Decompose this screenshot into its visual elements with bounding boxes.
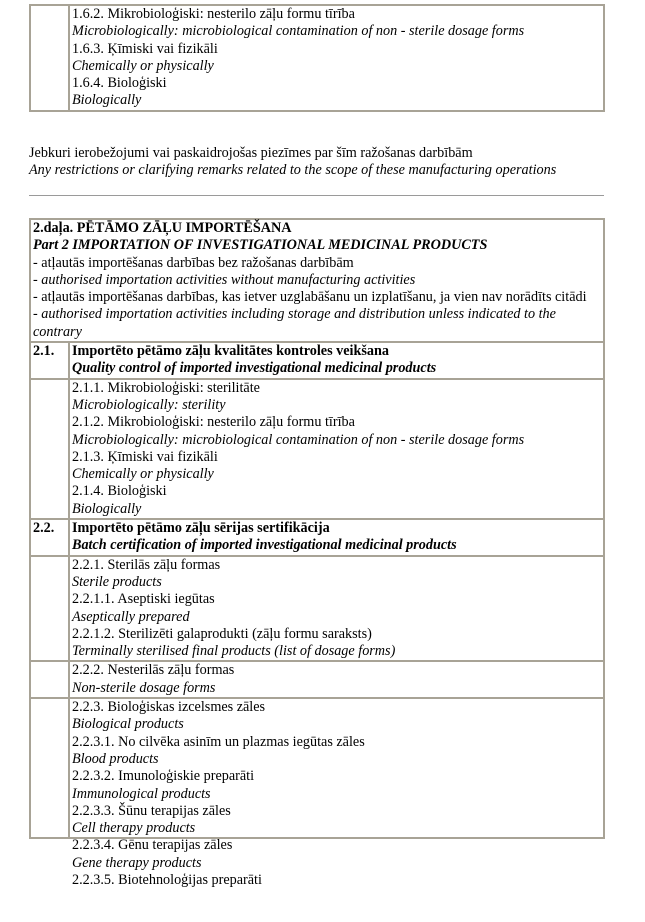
item-text-lv: 2.2.3. Bioloģiskas izcelsmes zāles [72, 699, 266, 716]
item-text-lv: 1.6.3. Ķīmiski vai fizikāli [72, 40, 218, 57]
item-text-en: Blood products [72, 750, 159, 767]
item-text-lv: 2.2.3.4. Gēnu terapijas zāles [72, 837, 233, 854]
section-title-en: Quality control of imported investigational medicinal products [72, 360, 437, 377]
item-text-en: Biological products [72, 716, 184, 733]
item-text-lv: 2.2.3.5. Biotehnoloģijas preparāti [72, 871, 262, 888]
item-text-en: Gene therapy products [72, 854, 202, 871]
section-title-cell [69, 519, 604, 556]
item-text-lv: - atļautās importēšanas darbības, kas ietver uzglabāšanu un izplatīšanu, ja vien nav norādīts citādi [33, 289, 587, 306]
item-text-lv: 2.2.2. Nesterilās zāļu formas [72, 662, 235, 679]
item-list [72, 699, 601, 888]
item-list-cell [69, 5, 604, 111]
item-text-en: Sterile products [72, 573, 162, 590]
part2-notes [33, 255, 601, 341]
item-text-lv: 2.1.3. Ķīmiski vai fizikāli [72, 448, 218, 465]
manufacturing-qc-table-continued [29, 4, 605, 112]
empty-number-cell [30, 556, 69, 662]
item-text-en: Microbiologically: microbiological contamination of non - sterile dosage forms [72, 23, 525, 40]
item-text-lv: 2.2.3.3. Šūnu terapijas zāles [72, 802, 231, 819]
item-text-en: Chemically or physically [72, 466, 214, 483]
item-text-en: Chemically or physically [72, 57, 214, 74]
item-text-en: Biologically [72, 92, 142, 109]
part2-header-cell [30, 219, 604, 342]
section-title-cell [69, 342, 604, 379]
section-header-row [30, 519, 604, 556]
item-text-lv: 1.6.4. Bioloģiski [72, 75, 167, 92]
item-text-lv: 2.2.1.1. Aseptiski iegūtas [72, 591, 215, 608]
item-text-lv: 2.2.3.1. No cilvēka asinīm un plazmas iegūtas zāles [72, 733, 365, 750]
item-text-lv: 2.2.1.2. Sterilizēti galaprodukti (zāļu formu saraksts) [72, 625, 372, 642]
item-text-en: - authorised importation activities without manufacturing activities [33, 271, 416, 288]
section-number: 2.1. [30, 342, 69, 379]
item-text-en: Aseptically prepared [72, 608, 190, 625]
item-list-cell [69, 379, 604, 519]
item-list-cell [69, 661, 604, 698]
item-text-lv: 1.6.2. Mikrobioloģiski: nesterilo zāļu formu tīrība [72, 6, 355, 22]
item-text-en: Biologically [72, 500, 142, 517]
item-text-lv: - atļautās importēšanas darbības bez ražošanas darbībām [33, 254, 354, 271]
item-list-cell [69, 556, 604, 662]
item-text-en: Immunological products [72, 785, 211, 802]
empty-number-cell [30, 379, 69, 519]
table-row [30, 379, 604, 519]
remarks-en: Any restrictions or clarifying remarks related to the scope of these manufacturing operations [29, 162, 557, 179]
divider [29, 195, 604, 196]
part2-title-en: Part 2 IMPORTATION OF INVESTIGATIONAL MEDICINAL PRODUCTS [33, 237, 488, 254]
table-row [30, 661, 604, 698]
section-number: 2.2. [30, 519, 69, 556]
item-text-en: Terminally sterilised final products (list of dosage forms) [72, 643, 396, 660]
item-list-cell [69, 698, 604, 888]
section-title-lv: Importēto pētāmo zāļu kvalitātes kontroles veikšana [72, 343, 389, 360]
item-text-lv: 2.1.4. Bioloģiski [72, 483, 167, 500]
remarks-section [29, 145, 629, 180]
item-text-en: Cell therapy products [72, 820, 196, 837]
item-text-en: - authorised importation activities including storage and distribution unless indicated to the contrary [33, 306, 556, 340]
empty-number-cell [30, 5, 69, 111]
item-text-lv: 2.1.2. Mikrobioloģiski: nesterilo zāļu formu tīrība [72, 414, 355, 431]
section-title-en: Batch certification of imported investigational medicinal products [72, 537, 457, 554]
table-row [30, 5, 604, 111]
empty-number-cell [30, 661, 69, 698]
item-text-en: Microbiologically: sterility [72, 396, 226, 413]
table-row [30, 556, 604, 662]
part2-title-lv: 2.daļa. PĒTĀMO ZĀĻU IMPORTĒŠANA [33, 220, 292, 236]
item-text-lv: 2.1.1. Mikrobioloģiski: sterilitāte [72, 379, 260, 396]
empty-number-cell [30, 698, 69, 838]
part2-importation-table [29, 218, 605, 888]
section-title-lv: Importēto pētāmo zāļu sērijas sertifikācija [72, 520, 330, 537]
item-text-lv: 2.2.3.2. Imunoloģiskie preparāti [72, 768, 255, 785]
remarks-lv: Jebkuri ierobežojumi vai paskaidrojošas piezīmes par šīm ražošanas darbībām [29, 145, 473, 161]
item-text-en: Microbiologically: microbiological contamination of non - sterile dosage forms [72, 431, 525, 448]
item-text-lv: 2.2.1. Sterilās zāļu formas [72, 556, 221, 573]
part2-header-row [30, 219, 604, 342]
section-header-row [30, 342, 604, 379]
table-row [30, 698, 604, 838]
item-text-en: Non-sterile dosage forms [72, 679, 216, 696]
